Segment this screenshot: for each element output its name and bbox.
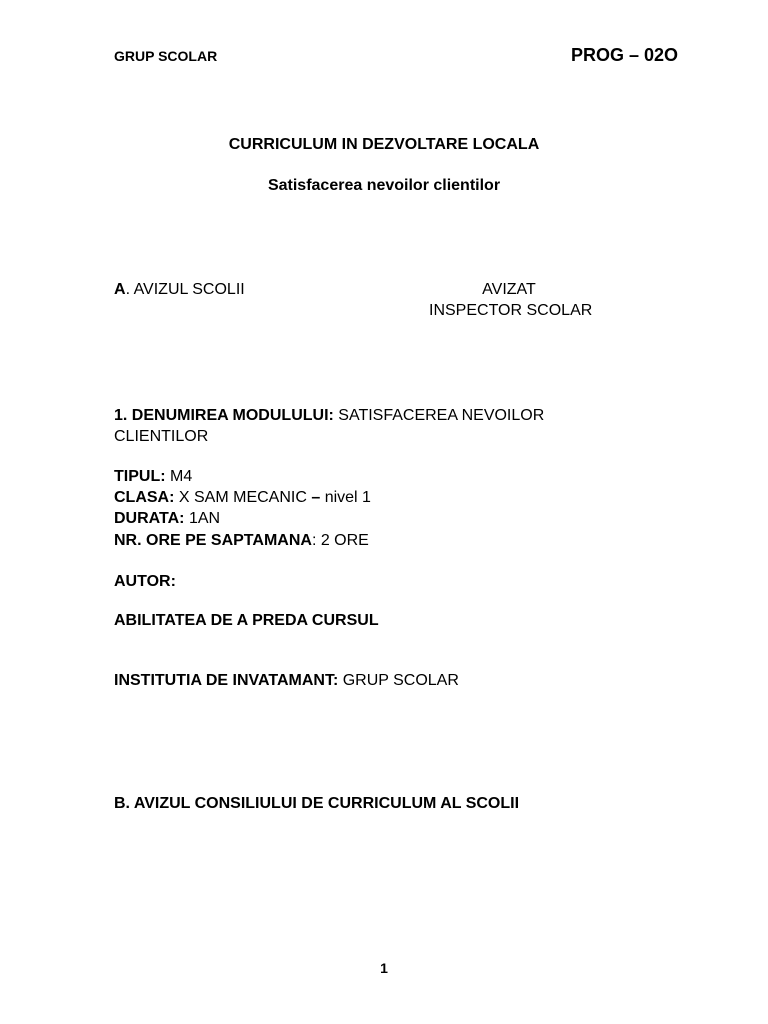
module-name-value: SATISFACEREA NEVOILOR (333, 407, 545, 424)
ore-label: NR. ORE PE SAPTAMANA (114, 532, 312, 549)
abilitate-heading: ABILITATEA DE A PREDA CURSUL (114, 612, 379, 629)
module-name-line (114, 408, 544, 424)
clasa-label: CLASA: (114, 489, 175, 506)
document-subtitle: Satisfacerea nevoilor clientilor (267, 177, 501, 194)
autor-label: AUTOR: (114, 573, 176, 590)
tipul-line (114, 469, 192, 485)
module-name-value-continued: CLIENTILOR (114, 428, 209, 445)
durata-label: DURATA: (114, 510, 185, 527)
module-name-label: 1. DENUMIREA MODULULUI: (114, 407, 334, 424)
header-school: GRUP SCOLAR (114, 48, 218, 64)
avizat-label: AVIZAT (482, 281, 536, 298)
clasa-line (114, 490, 371, 506)
durata-line (114, 511, 220, 527)
tipul-label: TIPUL: (114, 468, 166, 485)
institutie-value: GRUP SCOLAR (338, 672, 459, 689)
tipul-value: M4 (165, 468, 193, 485)
section-a-label: . AVIZUL SCOLII (125, 281, 245, 298)
header-doc-code: PROG – 02O (571, 45, 679, 65)
clasa-value: X SAM MECANIC (174, 489, 312, 506)
section-b-heading: B. AVIZUL CONSILIULUI DE CURRICULUM AL SCOLII (114, 795, 520, 812)
document-title: CURRICULUM IN DEZVOLTARE LOCALA (228, 136, 540, 153)
institutie-line (114, 673, 459, 689)
page-number: 1 (380, 960, 388, 976)
clasa-level: nivel 1 (320, 489, 371, 506)
section-a-heading (114, 282, 245, 298)
section-a-letter: A (114, 281, 126, 298)
ore-value: : 2 ORE (311, 532, 369, 549)
inspector-label: INSPECTOR SCOLAR (429, 302, 593, 319)
ore-line (114, 533, 369, 549)
clasa-dash: – (311, 489, 321, 506)
institutie-label: INSTITUTIA DE INVATAMANT: (114, 672, 339, 689)
durata-value: 1AN (184, 510, 221, 527)
